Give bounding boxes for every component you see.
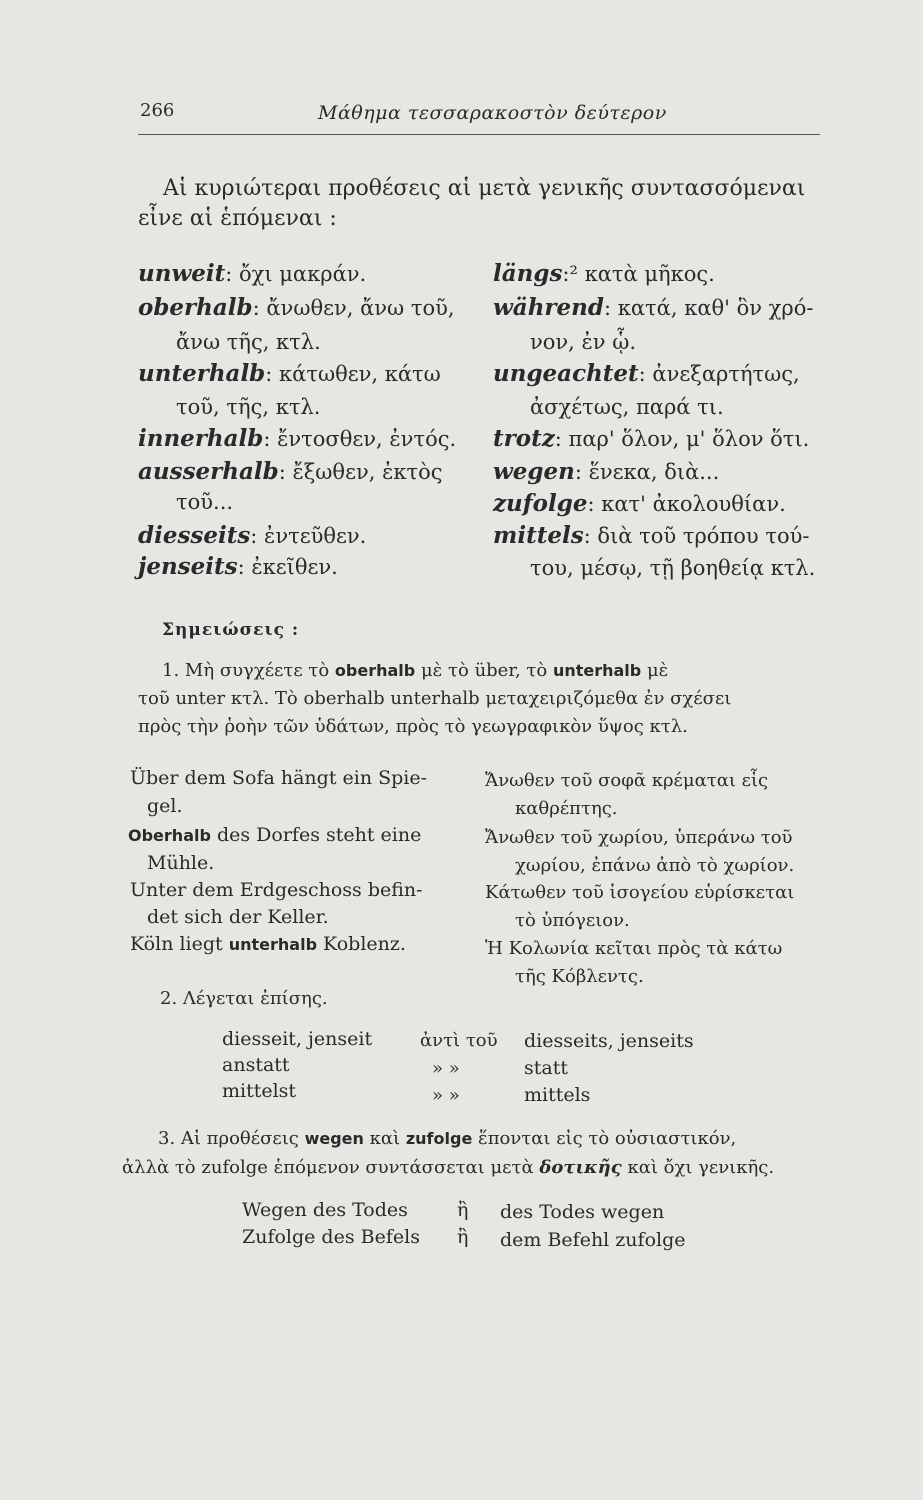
- note-text: Köln liegt: [130, 933, 229, 955]
- example-de-3: Unter dem Erdgeschoss befin-: [130, 879, 423, 901]
- note-text: καὶ ὄχι γενικῆς.: [627, 1157, 775, 1178]
- n2-a-1: diesseit, jenseit: [222, 1028, 373, 1050]
- n2-a-2: anstatt: [222, 1054, 290, 1076]
- note-bold-term: unterhalb: [228, 935, 318, 954]
- example-gr-2: Ἄνωθεν τοῦ χωρίου, ὑπεράνω τοῦ: [485, 827, 793, 848]
- prep-de: unterhalb: [138, 360, 266, 387]
- n3-m-1: ἢ: [457, 1199, 469, 1221]
- note-text: 3. Αἱ προθέσεις: [158, 1128, 299, 1149]
- note-1-line-1: [162, 660, 668, 681]
- example-gr-3b: τὸ ὑπόγειον.: [515, 910, 630, 931]
- n3-a-1: Wegen des Todes: [242, 1199, 408, 1221]
- prep-gr: : ἐκεῖθεν.: [237, 555, 338, 579]
- example-de-4: [130, 933, 406, 955]
- prep-gr: : ἔξωθεν, ἐκτὸς: [278, 460, 443, 484]
- prep-gr: : κατά, καθ' ὃν χρό-: [603, 296, 814, 320]
- prep-de: wegen: [493, 458, 575, 485]
- prep-wegen: [493, 458, 719, 485]
- note-text: καὶ: [369, 1128, 401, 1149]
- example-gr-3: Κάτωθεν τοῦ ἰσογείου εὑρίσκεται: [485, 882, 795, 903]
- example-de-2: [128, 824, 421, 846]
- prep-unterhalb: [138, 360, 441, 387]
- prep-gr: : κάτωθεν, κάτω: [265, 362, 441, 386]
- note-text: 1. Μὴ συγχέετε τὸ: [162, 660, 330, 681]
- note-text: ἕπονται εἰς τὸ οὐσιαστικόν,: [478, 1128, 737, 1149]
- prep-gr: : ἀνεξαρτήτως,: [638, 362, 800, 386]
- header-rule: [138, 134, 820, 135]
- note-bold-term: δοτικῆς: [539, 1157, 622, 1178]
- n2-a-3: mittelst: [222, 1080, 297, 1102]
- prep-oberhalb: [138, 294, 455, 321]
- n3-b-2: dem Befehl zufolge: [500, 1229, 686, 1251]
- note-1-line-2: τοῦ unter κτλ. Τὸ oberhalb unterhalb μεταχειριζόμεθα ἐν σχέσει: [138, 688, 732, 709]
- prep-gr: : ἐντεῦθεν.: [250, 524, 367, 548]
- prep-cont: νον, ἐν ᾧ.: [530, 330, 637, 354]
- prep-de: mittels: [493, 522, 584, 549]
- note-3-line-2: [122, 1157, 774, 1178]
- example-gr-1: Ἄνωθεν τοῦ σοφᾶ κρέμαται εἷς: [485, 770, 769, 791]
- intro-line-2: εἶνε αἱ ἑπόμεναι :: [138, 206, 337, 231]
- prep-de: trotz: [493, 425, 555, 452]
- prep-cont: ἀσχέτως, παρά τι.: [530, 395, 724, 419]
- example-gr-4: Ἡ Κολωνία κεῖται πρὸς τὰ κάτω: [485, 938, 783, 959]
- prep-de: innerhalb: [138, 425, 264, 452]
- prep-gr: : ἔντοσθεν, ἐντός.: [263, 427, 457, 451]
- example-de-3b: det sich der Keller.: [147, 906, 329, 928]
- prep-gr: : ἄνωθεν, ἄνω τοῦ,: [252, 296, 455, 320]
- prep-gr: :² κατὰ μῆκος.: [562, 262, 715, 286]
- prep-cont: του, μέσῳ, τῇ βοηθείᾳ κτλ.: [530, 556, 816, 580]
- prep-gr: : ἕνεκα, διὰ...: [574, 460, 720, 484]
- note-text: μὲ: [646, 660, 669, 681]
- prep-cont: ἄνω τῆς, κτλ.: [176, 330, 321, 354]
- prep-waehrend: [493, 294, 813, 321]
- prep-de: ausserhalb: [138, 458, 279, 485]
- prep-de: ungeachtet: [493, 360, 639, 387]
- note-text: ἀλλὰ τὸ zufolge ἑπόμενον συντάσσεται μετὰ: [122, 1157, 534, 1178]
- note-2: 2. Λέγεται ἐπίσης.: [160, 988, 328, 1009]
- note-1-line-3: πρὸς τὴν ῥοὴν τῶν ὑδάτων, πρὸς τὸ γεωγραφικὸν ὕψος κτλ.: [138, 716, 688, 737]
- note-bold-term: oberhalb: [334, 661, 416, 680]
- prep-ungeachtet: [493, 360, 800, 387]
- prep-de: oberhalb: [138, 294, 253, 321]
- prep-mittels: [493, 522, 809, 549]
- prep-de: diesseits: [138, 522, 251, 549]
- prep-de: während: [493, 294, 604, 321]
- prep-gr: : παρ' ὅλον, μ' ὅλον ὅτι.: [554, 427, 810, 451]
- n3-m-2: ἢ: [457, 1226, 469, 1248]
- example-gr-2b: χωρίου, ἐπάνω ἀπὸ τὸ χωρίον.: [515, 855, 795, 876]
- note-bold-term: zufolge: [405, 1129, 473, 1148]
- prep-cont: τοῦ...: [176, 490, 234, 514]
- page-number: 266: [140, 100, 175, 121]
- example-de-1b: gel.: [147, 795, 183, 817]
- prep-gr: : κατ' ἀκολουθίαν.: [587, 492, 786, 516]
- prep-innerhalb: [138, 425, 456, 452]
- n2-m-3: » »: [432, 1085, 460, 1106]
- prep-cont: τοῦ, τῆς, κτλ.: [176, 395, 321, 419]
- note-bold-term: wegen: [304, 1129, 364, 1148]
- example-de-1: Über dem Sofa hängt ein Spie-: [130, 767, 428, 789]
- prep-de: längs: [493, 260, 563, 287]
- example-gr-4b: τῆς Κόβλεντς.: [515, 966, 644, 987]
- prep-gr: : ὄχι μακράν.: [225, 262, 367, 286]
- note-bold-term: Oberhalb: [128, 826, 211, 845]
- notes-heading: Σημειώσεις :: [162, 620, 300, 640]
- note-text: Koblenz.: [317, 933, 406, 955]
- prep-zufolge: [493, 490, 786, 517]
- n2-b-2: statt: [524, 1057, 568, 1079]
- page-title: Μάθημα τεσσαρακοστὸν δεύτερον: [318, 102, 667, 124]
- note-text: des Dorfes steht eine: [210, 824, 422, 846]
- example-gr-1b: καθρέπτης.: [515, 798, 618, 819]
- note-text: μὲ τὸ über, τὸ: [420, 660, 548, 681]
- prep-de: unweit: [138, 260, 226, 287]
- n2-m-1: ἀντὶ τοῦ: [420, 1030, 498, 1051]
- prep-jenseits: [138, 553, 338, 580]
- n2-m-2: » »: [432, 1058, 460, 1079]
- n3-b-1: des Todes wegen: [500, 1201, 665, 1223]
- prep-laengs: [493, 260, 715, 287]
- prep-de: jenseits: [138, 553, 238, 580]
- prep-de: zufolge: [493, 490, 588, 517]
- prep-gr: : διὰ τοῦ τρόπου τού-: [583, 524, 810, 548]
- example-de-2b: Mühle.: [147, 852, 215, 874]
- n2-b-1: diesseits, jenseits: [524, 1030, 694, 1052]
- prep-unweit: [138, 260, 366, 287]
- prep-diesseits: [138, 522, 366, 549]
- n3-a-2: Zufolge des Befels: [242, 1226, 420, 1248]
- note-bold-term: unterhalb: [552, 661, 642, 680]
- intro-line-1: Αἱ κυριώτεραι προθέσεις αἱ μετὰ γενικῆς συντασσόμεναι: [163, 176, 806, 201]
- n2-b-3: mittels: [524, 1084, 591, 1106]
- note-3-line-1: [158, 1128, 736, 1149]
- prep-ausserhalb: [138, 458, 442, 485]
- prep-trotz: [493, 425, 809, 452]
